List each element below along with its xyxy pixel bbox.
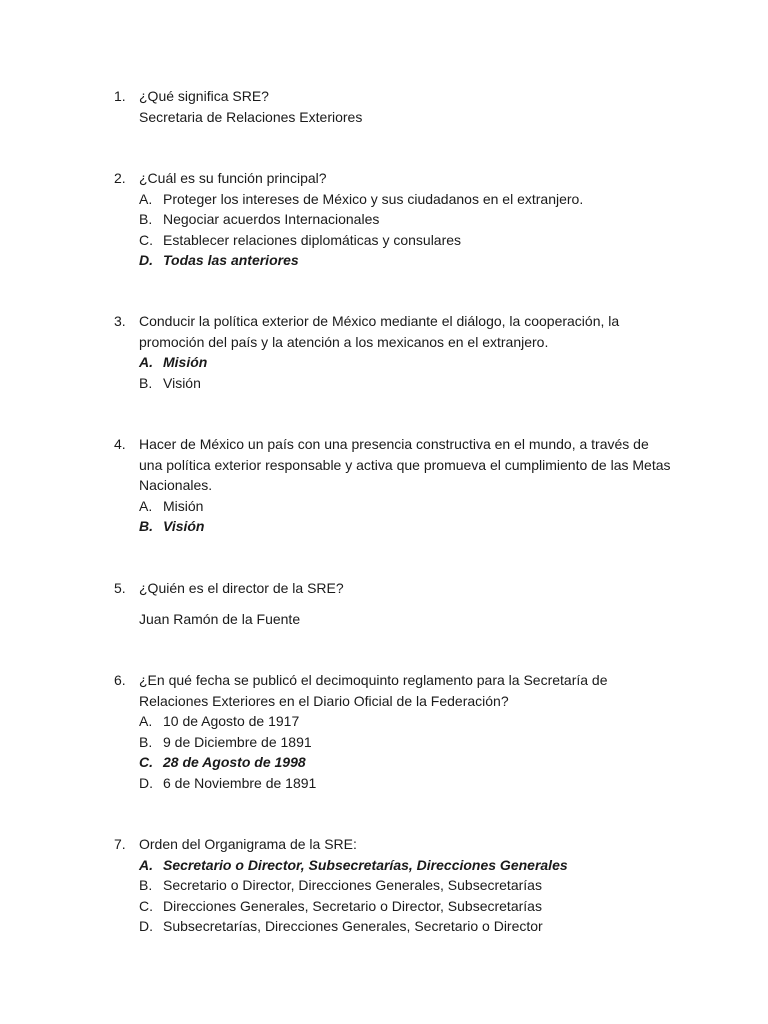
question-7 xyxy=(114,834,674,937)
answer-text: Secretaria de Relaciones Exteriores xyxy=(139,108,363,125)
option-c: C. Establecer relaciones diplomáticas y consulares xyxy=(139,231,462,248)
option-b: B. Secretario o Director, Direcciones Generales, Subsecretarías xyxy=(139,877,542,894)
question-number: 6. xyxy=(114,672,126,688)
option-c-correct: C. 28 de Agosto de 1998 xyxy=(139,754,306,771)
question-text: ¿Qué significa SRE? xyxy=(139,88,269,104)
question-number: 1. xyxy=(114,88,126,104)
question-3 xyxy=(114,311,674,393)
question-5 xyxy=(114,578,674,629)
option-b: B. Negociar acuerdos Internacionales xyxy=(139,211,380,228)
option-a: A. 10 de Agosto de 1917 xyxy=(139,713,300,730)
option-b: B. 9 de Diciembre de 1891 xyxy=(139,733,312,750)
option-d-correct: D. Todas las anteriores xyxy=(139,252,299,269)
option-a-correct: A. Misión xyxy=(139,354,208,371)
question-number: 7. xyxy=(114,836,126,852)
question-4 xyxy=(114,434,674,537)
question-text: Conducir la política exterior de México mediante el diálogo, la cooperación, la promoción del país y la atención a los mexicanos en el extranjero. xyxy=(139,313,620,350)
question-number: 2. xyxy=(114,170,126,186)
answer-text: Juan Ramón de la Fuente xyxy=(139,610,301,627)
question-2 xyxy=(114,168,674,271)
question-text: ¿En qué fecha se publicó el decimoquinto reglamento para la Secretaría de Relaciones Exteriores en el Diario Oficial de la Federación? xyxy=(139,672,608,709)
option-d: D. 6 de Noviembre de 1891 xyxy=(139,774,317,791)
option-d: D. Subsecretarías, Direcciones Generales, Secretario o Director xyxy=(139,918,543,935)
option-a: A. Proteger los intereses de México y sus ciudadanos en el extranjero. xyxy=(139,190,584,207)
option-a: A. Misión xyxy=(139,497,204,514)
question-text: Hacer de México un país con una presencia constructiva en el mundo, a través de una política exterior responsable y activa que promueva el cumplimiento de las Metas Nacionales. xyxy=(139,436,671,494)
option-b-correct: B. Visión xyxy=(139,518,205,535)
question-text: Orden del Organigrama de la SRE: xyxy=(139,836,357,852)
option-c: C. Direcciones Generales, Secretario o Director, Subsecretarías xyxy=(139,897,542,914)
option-b: B. Visión xyxy=(139,374,201,391)
question-6 xyxy=(114,670,674,794)
question-number: 3. xyxy=(114,313,126,329)
question-number: 4. xyxy=(114,436,126,452)
question-text: ¿Quién es el director de la SRE? xyxy=(139,580,344,596)
option-a-correct: A. Secretario o Director, Subsecretarías, Direcciones Generales xyxy=(139,856,568,873)
question-number: 5. xyxy=(114,580,126,596)
question-1 xyxy=(114,86,674,127)
question-text: ¿Cuál es su función principal? xyxy=(139,170,327,186)
